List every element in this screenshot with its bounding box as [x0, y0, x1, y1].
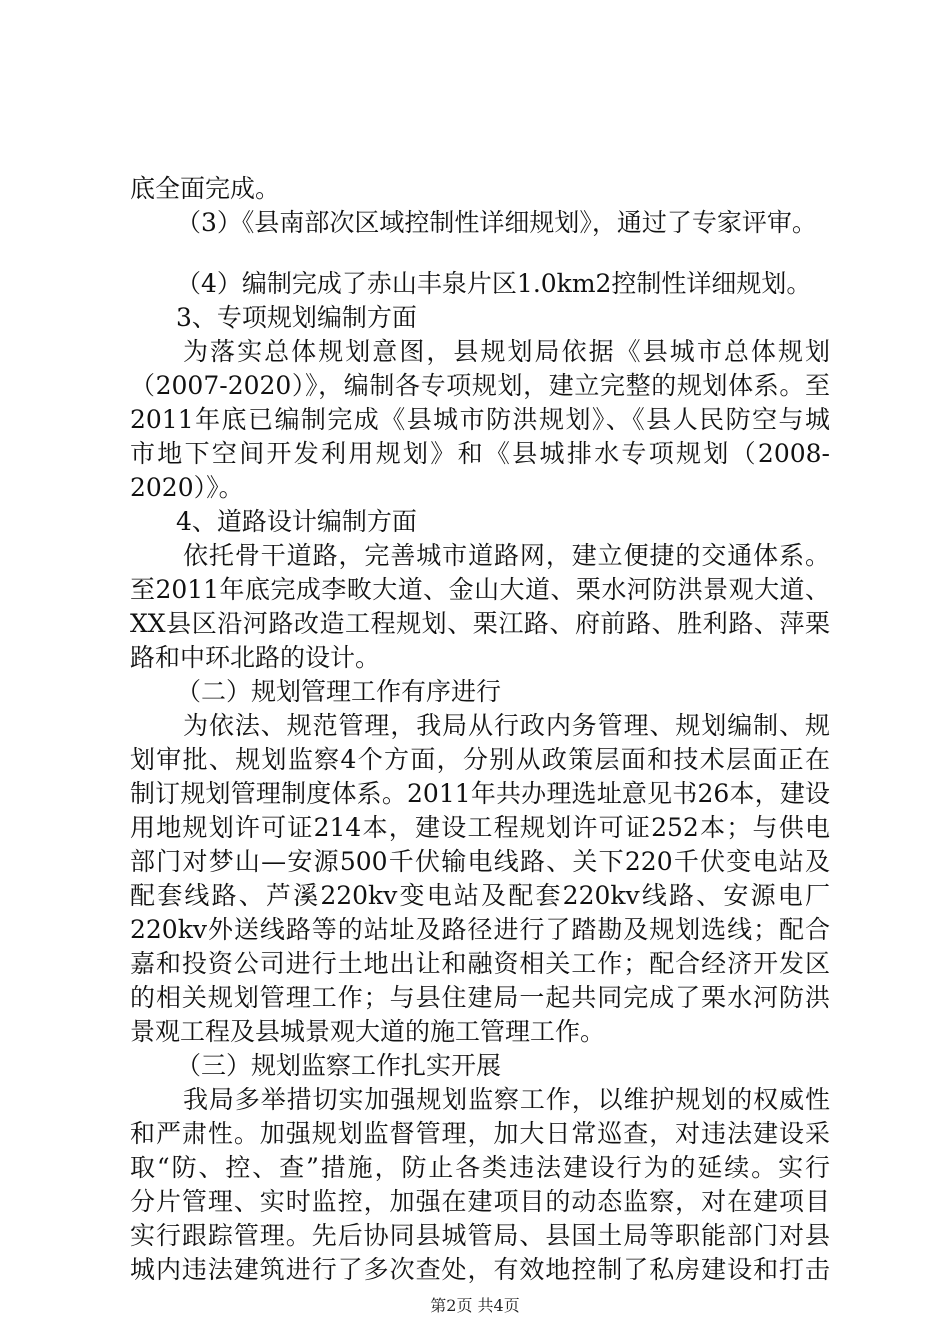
section-heading: （三）规划监察工作扎实开展: [176, 1051, 502, 1080]
paragraph-line: 至2011年底完成李畋大道、金山大道、栗水河防洪景观大道、: [130, 575, 830, 604]
paragraph-line: XX县区沿河路改造工程规划、栗江路、府前路、胜利路、萍栗: [130, 609, 830, 638]
paragraph-line: 和严肃性。加强规划监督管理，加大日常巡查，对违法建设采: [130, 1119, 830, 1148]
paragraph-line: 底全面完成。: [130, 174, 281, 203]
paragraph-line: 取“防、控、查”措施，防止各类违法建设行为的延续。实行: [130, 1153, 830, 1182]
page-footer: 第2页 共4页: [430, 1296, 520, 1315]
paragraph-line: 2011年底已编制完成《县城市防洪规划》、《县人民防空与城: [130, 405, 830, 434]
paragraph-line: 制订规划管理制度体系。2011年共办理选址意见书26本，建设: [130, 779, 830, 808]
paragraph-line: 划审批、规划监察4个方面，分别从政策层面和技术层面正在: [130, 745, 830, 774]
paragraph-line: 路和中环北路的设计。: [130, 643, 381, 672]
paragraph-line: 为依法、规范管理，我局从行政内务管理、规划编制、规: [183, 711, 830, 740]
paragraph-line: 220kv外送线路等的站址及路径进行了踏勘及规划选线；配合: [130, 915, 830, 944]
paragraph-line: 配套线路、芦溪220kv变电站及配套220kv线路、安源电厂: [130, 881, 830, 910]
paragraph-line: 嘉和投资公司进行土地出让和融资相关工作；配合经济开发区: [130, 949, 830, 978]
section-heading: 4、道路设计编制方面: [176, 507, 417, 536]
paragraph-line: 依托骨干道路，完善城市道路网，建立便捷的交通体系。: [183, 541, 830, 570]
paragraph-line: 2020）》。: [130, 473, 244, 502]
section-heading: （二）规划管理工作有序进行: [176, 677, 502, 706]
paragraph-line: 我局多举措切实加强规划监察工作，以维护规划的权威性: [183, 1085, 830, 1114]
paragraph-line: （4）编制完成了赤山丰泉片区1.0km2控制性详细规划。: [176, 269, 812, 298]
paragraph-line: 城内违法建筑进行了多次查处，有效地控制了私房建设和打击: [130, 1255, 830, 1284]
section-heading: 3、专项规划编制方面: [176, 303, 417, 332]
paragraph-line: 的相关规划管理工作；与县住建局一起共同完成了栗水河防洪: [130, 983, 830, 1012]
paragraph-line: （3）《县南部次区域控制性详细规划》，通过了专家评审。: [176, 208, 817, 237]
paragraph-line: 为落实总体规划意图，县规划局依据《县城市总体规划: [183, 337, 830, 366]
paragraph-line: 部门对梦山—安源500千伏输电线路、关下220千伏变电站及: [130, 847, 830, 876]
paragraph-line: 实行跟踪管理。先后协同县城管局、县国土局等职能部门对县: [130, 1221, 830, 1250]
paragraph-line: 景观工程及县城景观大道的施工管理工作。: [130, 1017, 606, 1046]
paragraph-line: 分片管理、实时监控，加强在建项目的动态监察，对在建项目: [130, 1187, 830, 1216]
paragraph-line: 市地下空间开发利用规划》和《县城排水专项规划（2008-: [130, 439, 830, 468]
paragraph-line: 用地规划许可证214本，建设工程规划许可证252本；与供电: [130, 813, 830, 842]
paragraph-line: （2007-2020）》，编制各专项规划，建立完整的规划体系。至: [130, 371, 830, 400]
